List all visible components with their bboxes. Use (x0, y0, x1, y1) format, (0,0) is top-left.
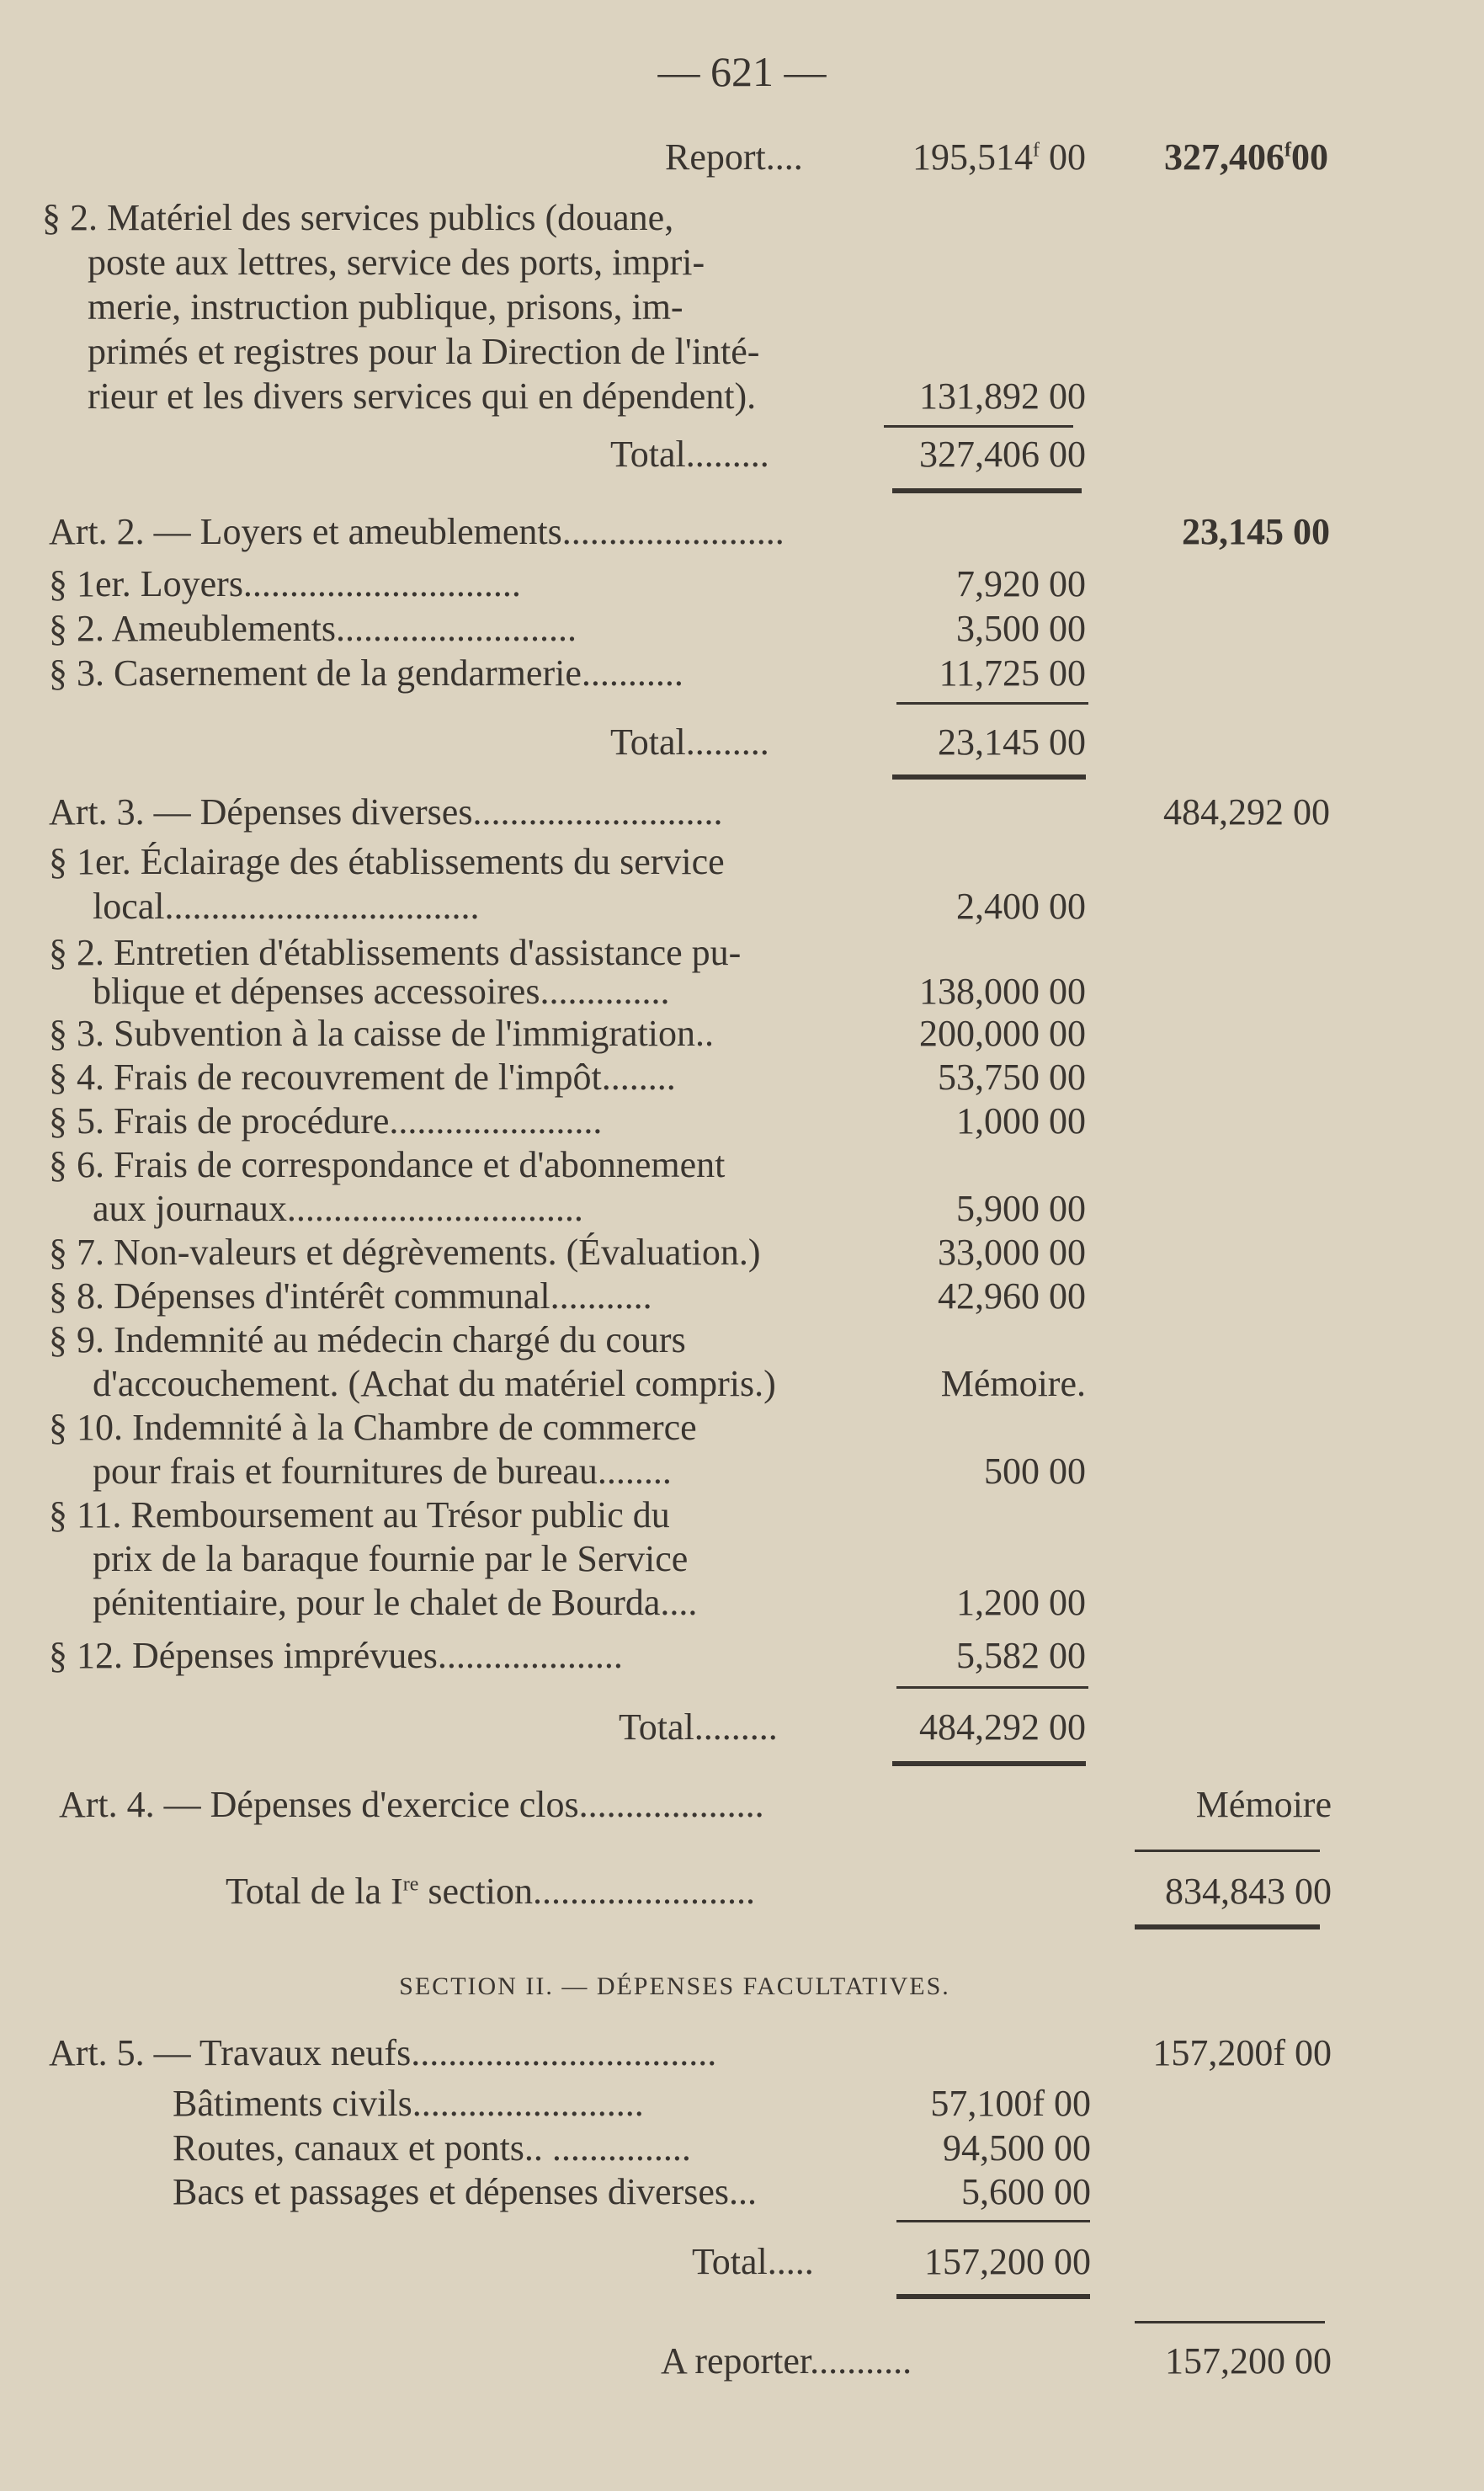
report-col1: 195,514$^f$ 00 (912, 136, 1086, 178)
rule (1135, 1924, 1320, 1929)
art2-total-amount: 23,145 00 (938, 721, 1086, 763)
materiel-line-4: primés et registres pour la Direction de l'inté- (88, 331, 760, 372)
art3-item-6-amount: 5,900 00 (956, 1188, 1086, 1229)
art5-item-3-amount: 5,600 00 (961, 2171, 1091, 2212)
art3-item-8: § 8. Dépenses d'intérêt communal........... (49, 1275, 652, 1317)
art3-item-1-line-1: § 1er. Éclairage des établissements du service (49, 841, 725, 882)
art3-item-9-line-2: d'accouchement. (Achat du matériel compris.) (93, 1363, 776, 1404)
art2-title: Art. 2. — Loyers et ameublements........................ (49, 511, 785, 552)
art3-item-11-line-1: § 11. Remboursement au Trésor public du (49, 1494, 670, 1536)
materiel-line-3: merie, instruction publique, prisons, im- (88, 286, 683, 327)
art2-item-1-amount: 7,920 00 (956, 563, 1086, 604)
art3-amount: 484,292 00 (1163, 791, 1330, 833)
art2-total-label: Total......... (610, 721, 769, 763)
art5-item-1-amount: 57,100f 00 (930, 2083, 1091, 2124)
report-col2: 327,406$^f$00 (1164, 136, 1328, 178)
art5-item-2: Routes, canaux et ponts.. ............... (173, 2127, 691, 2169)
art5-amount: 157,200f 00 (1152, 2032, 1332, 2073)
rule (892, 1761, 1086, 1766)
art3-item-7: § 7. Non-valeurs et dégrèvements. (Évaluation.) (49, 1232, 761, 1273)
art3-item-10-amount: 500 00 (984, 1450, 1086, 1492)
art3-item-11-amount: 1,200 00 (956, 1582, 1086, 1623)
art4-title: Art. 4. — Dépenses d'exercice clos.................... (59, 1784, 764, 1825)
art3-item-2-line-1: § 2. Entretien d'établissements d'assistance pu- (49, 932, 742, 973)
total-a-amount: 327,406 00 (919, 434, 1086, 475)
rule (1135, 1850, 1320, 1852)
rule (896, 2294, 1090, 2299)
rule (896, 702, 1088, 705)
rule (892, 488, 1082, 493)
art3-item-4-amount: 53,750 00 (938, 1057, 1086, 1098)
materiel-line-1: § 2. Matériel des services publics (douane, (42, 197, 674, 238)
art2-item-2-amount: 3,500 00 (956, 608, 1086, 649)
art3-item-6-line-2: aux journaux................................ (93, 1188, 583, 1229)
art2-item-3: § 3. Casernement de la gendarmerie........... (49, 652, 683, 694)
art3-total-amount: 484,292 00 (919, 1706, 1086, 1748)
total-a-label: Total......... (610, 434, 769, 475)
art5-item-3: Bacs et passages et dépenses diverses... (173, 2171, 758, 2212)
rule (896, 2220, 1090, 2222)
art5-item-1: Bâtiments civils......................... (173, 2083, 644, 2124)
art3-item-1-amount: 2,400 00 (956, 886, 1086, 927)
art3-item-6-line-1: § 6. Frais de correspondance et d'abonnement (49, 1144, 726, 1185)
art3-item-8-amount: 42,960 00 (938, 1275, 1086, 1317)
section-2-heading: SECTION II. — DÉPENSES FACULTATIVES. (399, 1972, 950, 2000)
art3-item-2-line-2: blique et dépenses accessoires.............. (93, 971, 670, 1012)
rule (892, 774, 1086, 780)
art3-item-7-amount: 33,000 00 (938, 1232, 1086, 1273)
art2-item-1: § 1er. Loyers.............................. (49, 563, 521, 604)
art3-item-10-line-1: § 10. Indemnité à la Chambre de commerce (49, 1407, 697, 1448)
art3-item-3-amount: 200,000 00 (919, 1013, 1086, 1054)
a-reporter-label: A reporter........... (661, 2340, 912, 2382)
materiel-line-2: poste aux lettres, service des ports, impri- (88, 242, 705, 283)
art3-item-4: § 4. Frais de recouvrement de l'impôt........ (49, 1057, 676, 1098)
art4-amount: Mémoire (1195, 1784, 1332, 1825)
art5-title: Art. 5. — Travaux neufs................................. (49, 2032, 717, 2073)
materiel-amount: 131,892 00 (919, 375, 1086, 417)
rule (1135, 2321, 1325, 2323)
art3-item-1-line-2: local.................................. (93, 886, 480, 927)
art2-amount: 23,145 00 (1182, 511, 1330, 552)
art3-total-label: Total......... (619, 1706, 778, 1748)
art3-item-9-amount: Mémoire. (940, 1363, 1086, 1404)
art3-item-2-amount: 138,000 00 (919, 971, 1086, 1012)
materiel-line-5: rieur et les divers services qui en dépendent). (88, 375, 757, 417)
art3-item-10-line-2: pour frais et fournitures de bureau........ (93, 1450, 672, 1492)
art3-item-5: § 5. Frais de procédure....................... (49, 1100, 603, 1142)
page-number: — 621 — (657, 48, 827, 95)
art5-total-label: Total..... (692, 2241, 814, 2282)
report-label: Report.... (665, 136, 803, 178)
art3-item-11-line-2: prix de la baraque fournie par le Service (93, 1538, 689, 1579)
art3-item-12: § 12. Dépenses imprévues.................... (49, 1635, 623, 1676)
a-reporter-amount: 157,200 00 (1165, 2340, 1332, 2382)
art3-item-9-line-1: § 9. Indemnité au médecin chargé du cours (49, 1319, 686, 1360)
art3-item-3: § 3. Subvention à la caisse de l'immigration.. (49, 1013, 715, 1054)
art5-item-2-amount: 94,500 00 (943, 2127, 1091, 2169)
art3-title: Art. 3. — Dépenses diverses........................... (49, 791, 723, 833)
art3-item-12-amount: 5,582 00 (956, 1635, 1086, 1676)
rule (896, 1686, 1088, 1689)
art5-total-amount: 157,200 00 (924, 2241, 1091, 2282)
art2-item-2: § 2. Ameublements.......................... (49, 608, 577, 649)
rule (884, 425, 1073, 428)
total-section-label: Total de la Ire section........................ (226, 1871, 756, 1912)
art3-item-5-amount: 1,000 00 (956, 1100, 1086, 1142)
art3-item-11-line-3: pénitentiaire, pour le chalet de Bourda.... (93, 1582, 698, 1623)
total-section-amount: 834,843 00 (1165, 1871, 1332, 1912)
art2-item-3-amount: 11,725 00 (939, 652, 1086, 694)
